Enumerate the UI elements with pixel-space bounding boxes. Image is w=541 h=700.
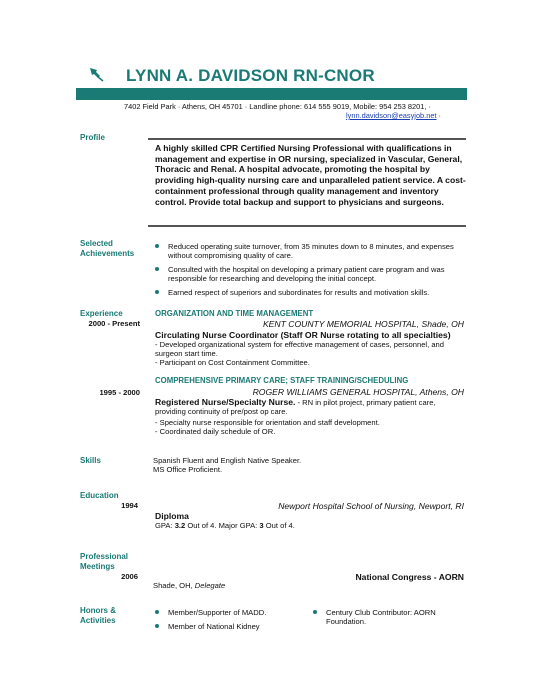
job2-title-block — [155, 398, 467, 416]
job2-title: Registered Nurse/Specialty Nurse. — [155, 397, 296, 407]
achievements-label-line1: Selected — [80, 239, 113, 248]
job1-dates: 2000 - Present — [88, 319, 140, 328]
job1-detail-1: - Developed organizational system for effective management of cases, personnel, and surgeon start time. — [155, 340, 445, 358]
bullet-icon — [313, 610, 317, 614]
bullet-icon — [155, 290, 159, 294]
job2-dates: 1995 - 2000 — [99, 388, 140, 397]
meetings-year: 2006 — [121, 572, 138, 581]
list-item: Earned respect of superiors and subordinates for results and motivation skills. — [153, 288, 463, 297]
honors-label-line1: Honors & — [80, 606, 116, 615]
experience-label: Experience — [80, 309, 123, 318]
job1-title: Circulating Nurse Coordinator (Staff OR Nurse rotating to all specialties) — [155, 330, 451, 340]
bullet-icon — [155, 624, 159, 628]
bullet-icon — [155, 267, 159, 271]
meetings-location: Shade, OH, Delegate — [153, 581, 226, 590]
job2-heading: COMPREHENSIVE PRIMARY CARE; STAFF TRAINING/SCHEDULING — [155, 376, 409, 385]
meetings-label-line2: Meetings — [80, 562, 115, 571]
meetings-label-line1: Professional — [80, 552, 129, 561]
meetings-role: Delegate — [194, 581, 226, 590]
meetings-label — [80, 552, 128, 572]
list-item: Century Club Contributor: AORN Foundation. — [311, 608, 461, 626]
profile-bottom-rule — [148, 225, 466, 227]
achievements-list — [153, 242, 463, 302]
honors-list-col2 — [311, 608, 461, 631]
achievements-label-line2: Achievements — [80, 249, 135, 258]
education-year: 1994 — [121, 501, 138, 510]
profile-text: A highly skilled CPR Certified Nursing Professional with qualifications in management and expertise in OR nursing, specialized in Vascular, General, Thoracic and Renal. A hospital advocate, promoting the hospital by providing high-quality nursing care and unparalleled patient service. A cost-containment professional through quality management and inventory control. Provide total backup and support to physicians and surgeons. — [155, 143, 466, 207]
job1-employer: KENT COUNTY MEMORIAL HOSPITAL, Shade, OH — [262, 319, 464, 329]
job2-employer: ROGER WILLIAMS GENERAL HOSPITAL, Athens, OH — [252, 387, 464, 397]
bullet-icon — [155, 610, 159, 614]
profile-top-rule — [148, 138, 466, 140]
honors-list-col1 — [153, 608, 298, 636]
profile-label: Profile — [80, 133, 105, 142]
achievements-label — [80, 239, 134, 259]
skills-line-1: Spanish Fluent and English Native Speaker. — [153, 456, 302, 465]
education-label: Education — [80, 491, 119, 500]
job1-detail-2: - Participant on Cost Containment Committee. — [155, 358, 310, 367]
list-item: Member/Supporter of MADD. — [153, 608, 298, 617]
contact-email-line — [346, 111, 441, 120]
honors-label — [80, 606, 116, 626]
contact-line: 7402 Field Park · Athens, OH 45701 · Landline phone: 614 555 9019, Mobile: 954 253 8201, · — [124, 102, 431, 111]
meetings-event: National Congress - AORN — [355, 572, 464, 582]
resume-name: LYNN A. DAVIDSON RN-CNOR — [126, 66, 375, 85]
skills-line-2: MS Office Proficient. — [153, 465, 223, 474]
job2-detail-1: - Specialty nurse responsible for orientation and staff development. — [155, 418, 380, 427]
email-link[interactable]: lynn.davidson@easyjob.net — [346, 111, 437, 120]
job1-heading: ORGANIZATION AND TIME MANAGEMENT — [155, 309, 314, 318]
honors-label-line2: Activities — [80, 616, 116, 625]
education-degree: Diploma — [155, 511, 189, 521]
pushpin-icon — [88, 66, 104, 82]
education-gpa: GPA: 3.2 Out of 4. Major GPA: 3 Out of 4. — [155, 521, 295, 530]
header-bar — [76, 88, 467, 100]
list-item: Reduced operating suite turnover, from 35 minutes down to 8 minutes, and expenses without compromising quality of care. — [153, 242, 463, 260]
skills-label: Skills — [80, 456, 101, 465]
list-item: Member of National Kidney — [153, 622, 298, 631]
list-item: Consulted with the hospital on developing a primary patient care program and was responsible for researching and developing the initial concept. — [153, 265, 463, 283]
job2-title-rest: - RN in pilot project, primary patient care, providing continuity of pre/post op care. — [155, 398, 436, 416]
bullet-icon — [155, 244, 159, 248]
education-school: Newport Hospital School of Nursing, Newport, RI — [278, 501, 464, 511]
job2-detail-2: - Coordinated daily schedule of OR. — [155, 427, 276, 436]
email-suffix: · — [436, 111, 442, 120]
